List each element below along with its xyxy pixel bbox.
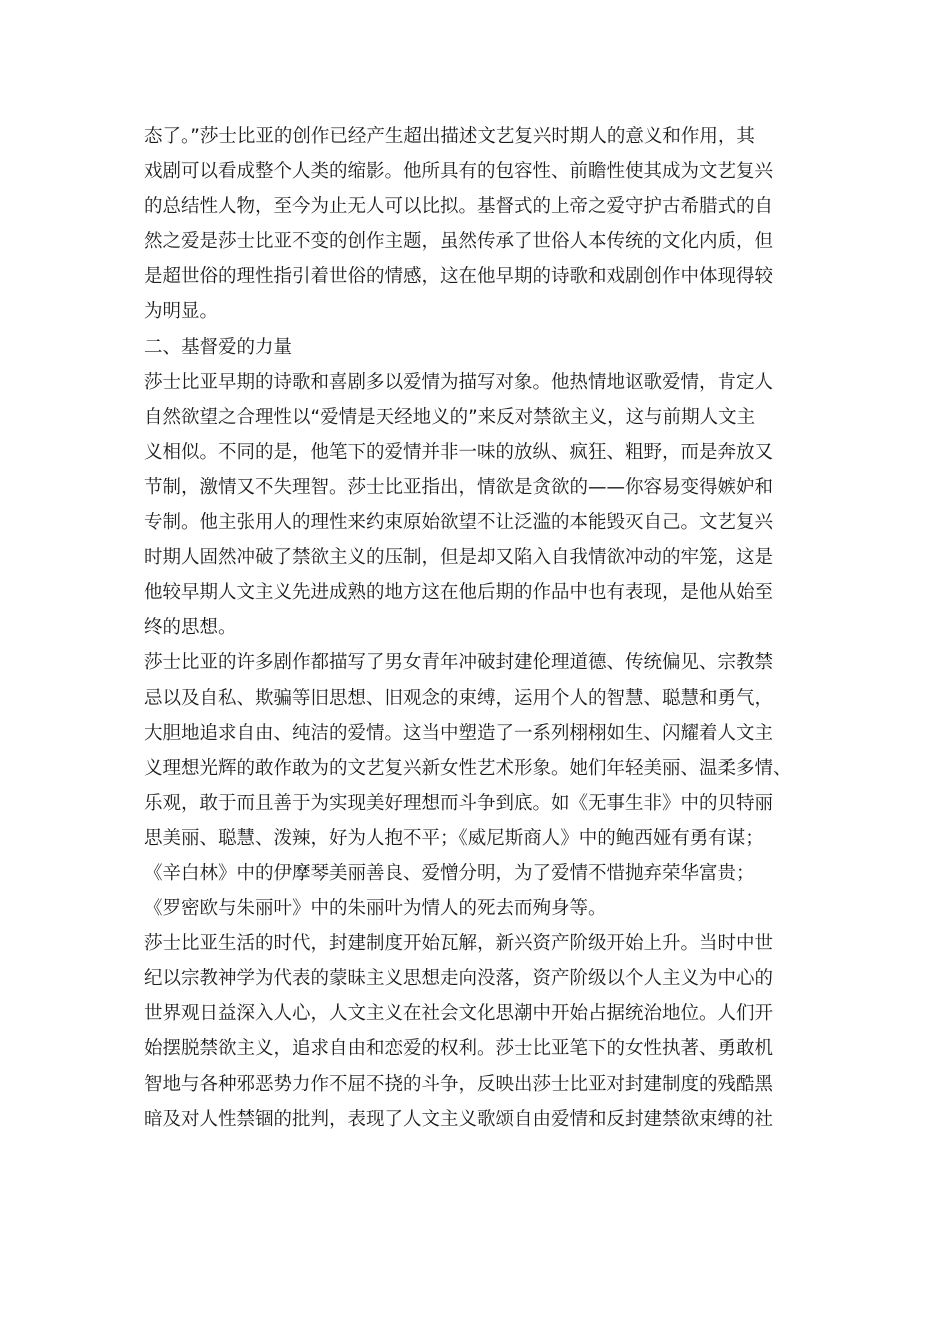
text-line: 《辛白林》中的伊摩琴美丽善良、爱憎分明，为了爱情不惜抛弃荣华富贵； (144, 862, 755, 884)
text-line: 自然欲望之合理性以“爱情是天经地义的”来反对禁欲主义，这与前期人文主 (144, 406, 756, 428)
text-line: 终的思想。 (144, 617, 237, 639)
text-line: 乐观，敢于而且善于为实现美好理想而斗争到底。如《无事生非》中的贝特丽 (144, 792, 774, 814)
text-line: 他较早期人文主义先进成熟的地方这在他后期的作品中也有表现，是他从始至 (144, 582, 774, 604)
text-line: 义相似。不同的是，他笔下的爱情并非一味的放纵、疯狂、粗野，而是奔放又 (144, 441, 774, 463)
text-line: 态了。”莎士比亚的创作已经产生超出描述文艺复兴时期人的意义和作用，其 (144, 126, 755, 147)
text-line: 大胆地追求自由、纯洁的爱情。这当中塑造了一系列栩栩如生、闪耀着人文主 (144, 722, 774, 744)
text-line: 智地与各种邪恶势力作不屈不挠的斗争，反映出莎士比亚对封建制度的残酷黑 (144, 1073, 774, 1095)
text-line: 始摆脱禁欲主义，追求自由和恋爱的权利。莎士比亚笔下的女性执著、勇敢机 (144, 1038, 774, 1060)
section-heading: 二、基督爱的力量 (144, 336, 293, 358)
text-line: 的总结性人物，至今为止无人可以比拟。基督式的上帝之爱守护古希腊式的自 (144, 196, 774, 218)
text-line: 暗及对人性禁锢的批判，表现了人文主义歌颂自由爱情和反封建禁欲束缚的社 (144, 1108, 774, 1130)
text-line: 莎士比亚的许多剧作都描写了男女青年冲破封建伦理道德、传统偏见、宗教禁 (144, 652, 774, 674)
text-line: 莎士比亚早期的诗歌和喜剧多以爱情为描写对象。他热情地讴歌爱情，肯定人 (144, 371, 774, 393)
text-line: 然之爱是莎士比亚不变的创作主题，虽然传承了世俗人本传统的文化内质，但 (144, 231, 774, 253)
document-body (144, 119, 809, 1137)
text-line: 是超世俗的理性指引着世俗的情感，这在他早期的诗歌和戏剧创作中体现得较 (144, 266, 774, 288)
text-line: 忌以及自私、欺骗等旧思想、旧观念的束缚，运用个人的智慧、聪慧和勇气， (144, 687, 774, 709)
text-line: 节制，激情又不失理智。莎士比亚指出，情欲是贪欲的——你容易变得嫉妒和 (144, 476, 774, 498)
text-line: 戏剧可以看成整个人类的缩影。他所具有的包容性、前瞻性使其成为文艺复兴 (144, 161, 774, 183)
text-line: 世界观日益深入人心，人文主义在社会文化思潮中开始占据统治地位。人们开 (144, 1003, 774, 1025)
text-line: 《罗密欧与朱丽叶》中的朱丽叶为情人的死去而殉身等。 (144, 898, 607, 920)
text-line: 为明显。 (144, 301, 219, 323)
text-line: 时期人固然冲破了禁欲主义的压制，但是却又陷入自我情欲冲动的牢笼，这是 (144, 547, 774, 569)
text-line: 莎士比亚生活的时代，封建制度开始瓦解，新兴资产阶级开始上升。当时中世 (144, 933, 774, 955)
text-line: 专制。他主张用人的理性来约束原始欲望不让泛滥的本能毁灭自己。文艺复兴 (144, 512, 774, 534)
text-line: 纪以宗教神学为代表的蒙昧主义思想走向没落，资产阶级以个人主义为中心的 (144, 968, 774, 990)
text-line: 义理想光辉的敢作敢为的文艺复兴新女性艺术形象。她们年轻美丽、温柔多情、 (144, 757, 792, 779)
text-line: 思美丽、聪慧、泼辣，好为人抱不平；《威尼斯商人》中的鲍西娅有勇有谋； (144, 827, 764, 849)
